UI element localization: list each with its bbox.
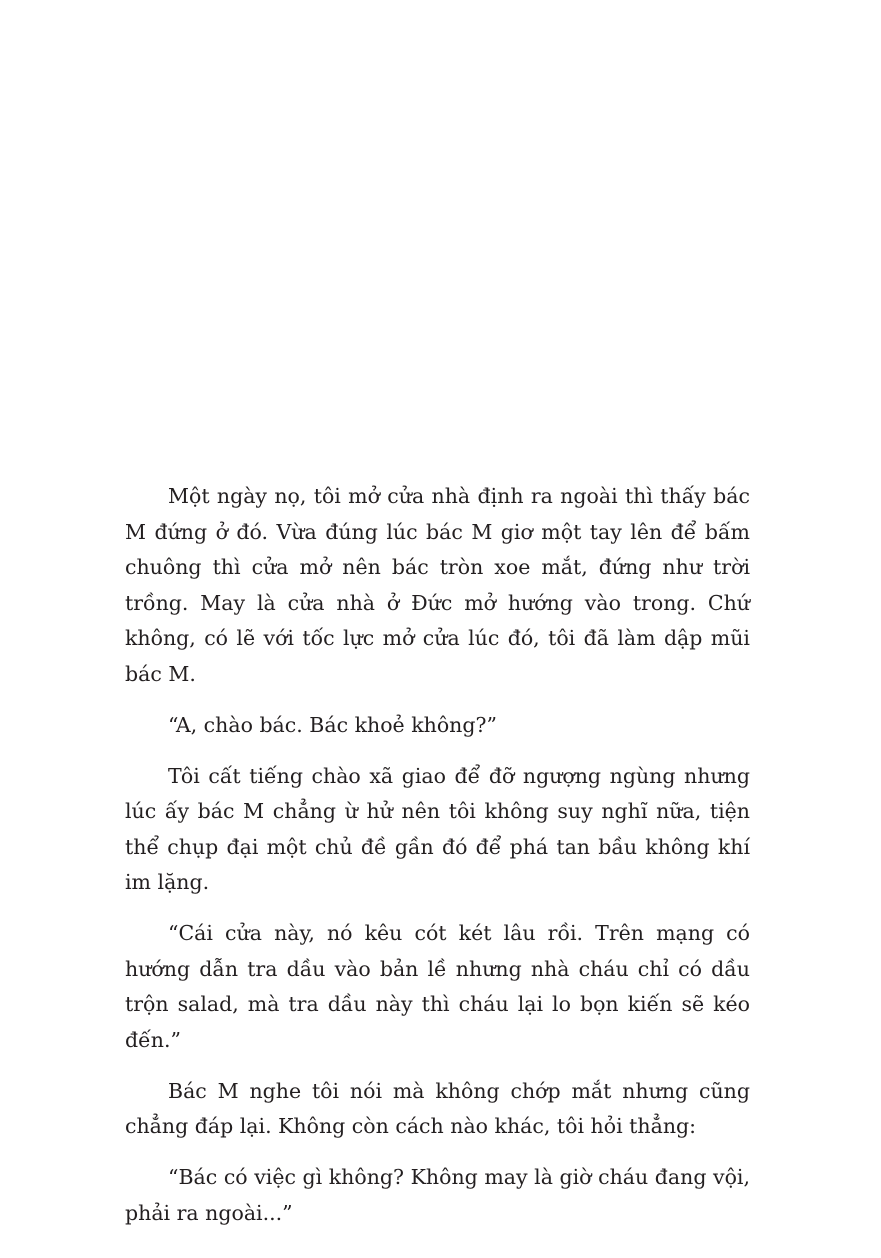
paragraph-5: Bác M nghe tôi nói mà không chớp mắt nhưng cũng chẳng đáp lại. Không còn cách nào khác, tôi hỏi thẳng:	[125, 1078, 750, 1138]
paragraph-6: “Bác có việc gì không? Không may là giờ cháu đang vội, phải ra ngoài...”	[125, 1165, 750, 1225]
page-body-text	[125, 479, 750, 1247]
paragraph-4: “Cái cửa này, nó kêu cót két lâu rồi. Trên mạng có hướng dẫn tra dầu vào bản lề nhưng nhà cháu chỉ có dầu trộn salad, mà tra dầu này thì cháu lại lo bọn kiến sẽ kéo đến.”	[125, 921, 750, 1052]
paragraph-3: Tôi cất tiếng chào xã giao để đỡ ngượng ngùng nhưng lúc ấy bác M chẳng ừ hử nên tôi không suy nghĩ nữa, tiện thể chụp đại một chủ đề gần đó để phá tan bầu không khí im lặng.	[125, 763, 750, 894]
paragraph-1: Một ngày nọ, tôi mở cửa nhà định ra ngoài thì thấy bác M đứng ở đó. Vừa đúng lúc bác M giơ một tay lên để bấm chuông thì cửa mở nên bác tròn xoe mắt, đứng như trời trồng. May là cửa nhà ở Đức mở hướng vào trong. Chứ không, có lẽ với tốc lực mở cửa lúc đó, tôi đã làm dập mũi bác M.	[125, 484, 750, 686]
paragraph-2: “A, chào bác. Bác khoẻ không?”	[168, 712, 497, 737]
